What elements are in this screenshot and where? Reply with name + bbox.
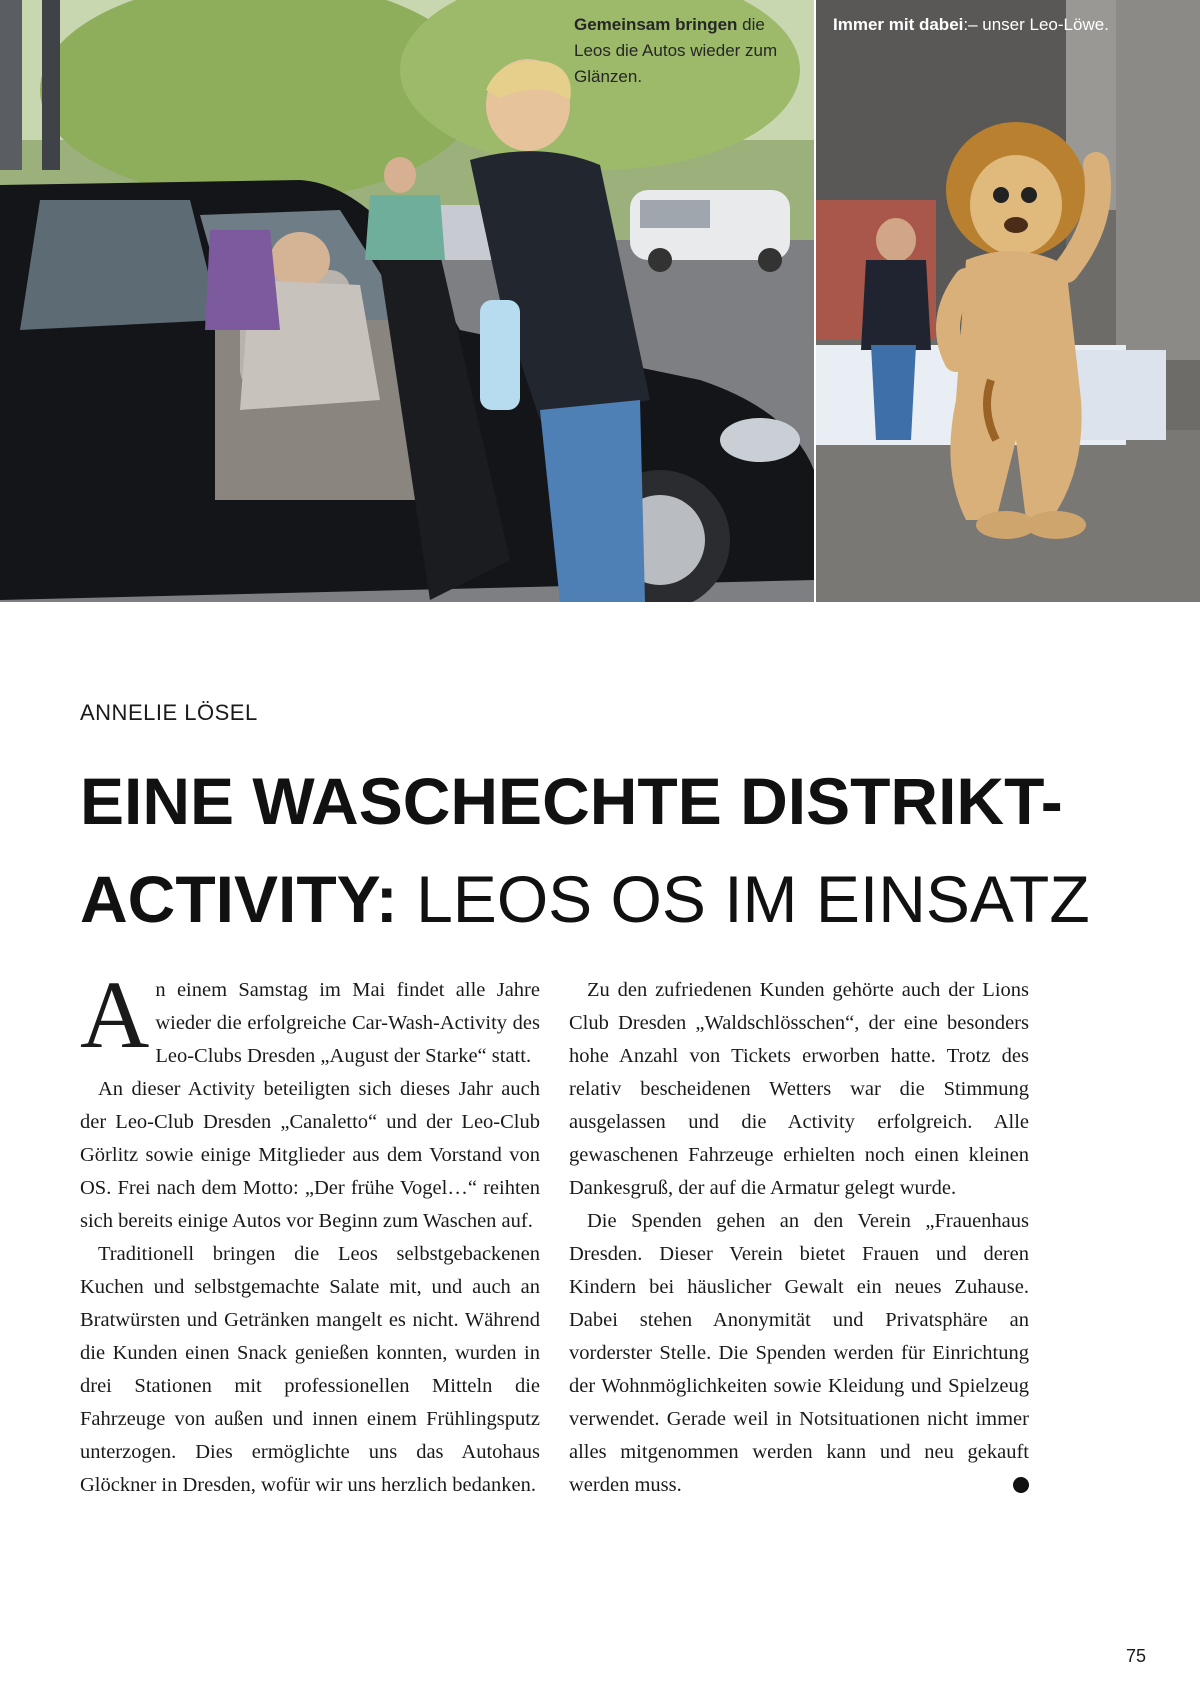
paragraph xyxy=(80,961,540,1073)
paragraph: Traditionell bringen die Leos selbstgebackenen Kuchen und selbstgemachte Salate mit, und auch an Bratwürsten und Getränken mangelt es nicht. Während die Kunden einen Snack genießen konnten, wurden in drei Stationen mit professionellen Mitteln die Fahrzeuge von außen und innen einem Frühlingsputz unterzogen. Dies ermöglichte uns das Autohaus Glöckner in Dresden, wofür wir uns herzlich bedanken. xyxy=(80,1243,540,1496)
lion-mascot-photo xyxy=(816,0,1200,602)
paragraph-text: n einem Samstag im Mai findet alle Jahre wieder die erfolgreiche Car-Wash-Activity des Leo-Clubs Dresden „August der Starke“ statt. xyxy=(155,979,540,1067)
author-name: ANNELIE LÖSEL xyxy=(80,700,258,725)
caption-right-bold: Immer mit dabei xyxy=(833,15,964,34)
article-column-left xyxy=(80,961,540,1502)
headline-line-2-light: LEOS OS IM EINSATZ xyxy=(397,862,1090,936)
photo-strip xyxy=(0,0,1200,602)
headline-line-1: EINE WASCHECHTE DISTRIKT- xyxy=(80,764,1063,838)
headline-line-2-bold: ACTIVITY: xyxy=(80,862,398,936)
caption-right-text: :– unser Leo-Löwe. xyxy=(963,15,1109,34)
headline-line-2 xyxy=(80,850,1140,948)
caption-left-text: die Leos die Autos wieder zum Glänzen. xyxy=(574,15,778,86)
paragraph: An dieser Activity beteiligten sich dieses Jahr auch der Leo-Club Dresden „Canaletto“ und der Leo-Club Görlitz sowie einige Mitglieder aus dem Vorstand von OS. Frei nach dem Motto: „Der frühe Vogel…“ reihten sich bereits einige Autos vor Beginn zum Waschen auf. xyxy=(80,1078,540,1232)
paragraph: Zu den zufriedenen Kunden gehörte auch der Lions Club Dresden „Waldschlösschen“, der eine besonders hohe Anzahl von Tickets erworben hatte. Trotz des relativ bescheidenen Wetters war die Stimmung ausgelassen und die Activity erfolgreich. Alle gewaschenen Fahrzeuge erhielten noch einen kleinen Dankesgruß, der auf die Armatur gelegt wurde. xyxy=(569,979,1029,1199)
drop-cap: A xyxy=(80,961,150,1068)
lions-end-mark-icon: L xyxy=(1013,1477,1029,1493)
paragraph-text: Die Spenden gehen an den Verein „Frauenhaus Dresden. Dieser Verein bietet Frauen und deren Kindern bei häuslicher Gewalt ein neues Zuhause. Dabei stehen Anonymität und Privatsphäre an vorderster Stelle. Die Spenden werden für Einrichtung der Wohnmöglichkeiten sowie Kleidung und Spielzeug verwendet. Gerade weil in Notsituationen nicht immer alles mitgenommen werden kann und neu gekauft werden muss. xyxy=(569,1210,1029,1496)
paragraph xyxy=(569,1205,1038,1502)
caption-left-bold: Gemeinsam bringen xyxy=(574,15,738,34)
car-wash-photo xyxy=(0,0,814,602)
page-number: 75 xyxy=(1126,1646,1147,1666)
photo-caption-right xyxy=(833,12,1173,38)
article-column-right xyxy=(569,974,1038,1502)
article-headline xyxy=(80,752,1140,948)
photo-caption-left xyxy=(574,12,794,90)
